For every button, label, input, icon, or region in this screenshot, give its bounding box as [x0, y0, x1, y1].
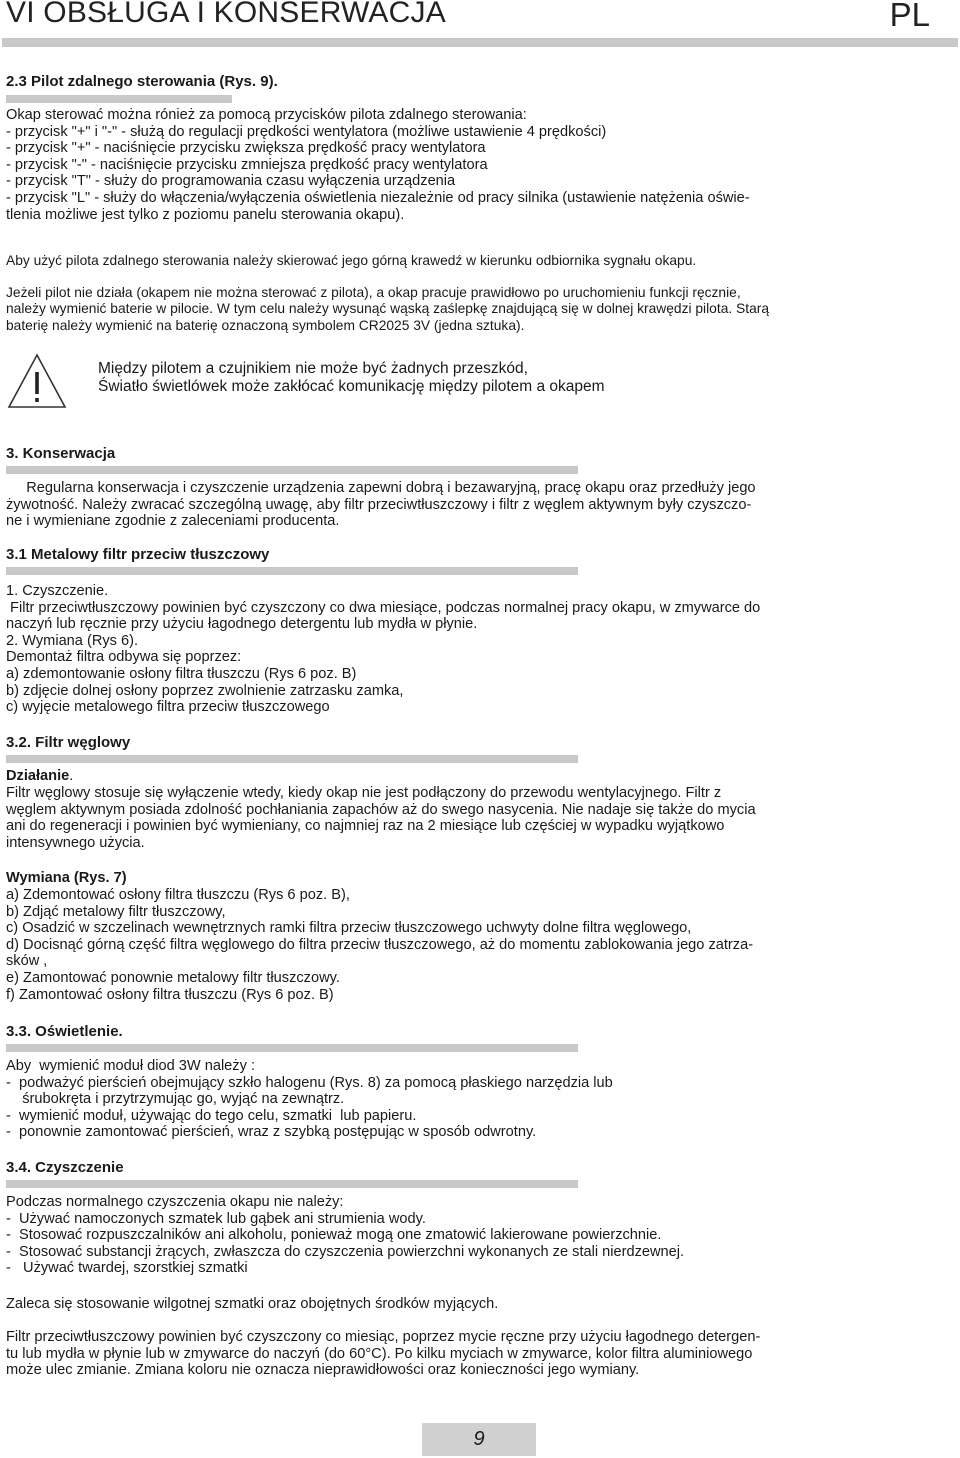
section-2-3-intro: Okap sterować można rónież za pomocą przycisków pilota zdalnego sterowania: - przycisk "+" i "-" - służą do regulacji prędkości wentylatora (możliwe ustawienie 4 prędkości) - przycisk "+" - naciśnięcie przycisku zwiększa prędkość pracy wentylatora - przycisk "-" - naciśnięcie przycisku zmniejsza prędkość pracy wentylatora - przycisk "T" - służy do programowania czasu wyłączenia urządzenia - przycisk "L" - służy do włączenia/wyłączenia oświetlenia niezależnie od pracy silnika (ustawienie natężenia oświe- tlenia możliwe jest tylko z poziomu panelu sterowania okapu). [6, 107, 750, 223]
section-2-3-title: 2.3 Pilot zdalnego sterowania (Rys. 9). [6, 73, 278, 90]
dzialanie-label: Działanie [6, 768, 70, 784]
warning-text: Między pilotem a czujnikiem nie może być żadnych przeszkód, Światło świetlówek może zakłócać komunikację między pilotem a okapem [98, 360, 605, 395]
wymiana-heading: Wymiana (Rys. 7) [6, 870, 127, 886]
section-3-title: 3. Konserwacja [6, 445, 116, 462]
page-title: VI OBSŁUGA I KONSERWACJA [6, 0, 446, 29]
section-3-4-underline [6, 1180, 578, 1188]
section-2-3-para2: Jeżeli pilot nie działa (okapem nie można sterować z pilota), a okap pracuje prawidłowo po uruchomieniu funkcji ręcznie, należy wymienić baterie w pilocie. W tym celu należy wysunąć wąską zaślepkę znajdującą się w dolnej krawędzi pilota. Starą baterię należy wymienić na baterię oznaczoną symbolem CR2025 3V (jedna sztuka). [6, 285, 770, 333]
language-code: PL [889, 0, 930, 33]
section-3-text: Regularna konserwacja i czyszczenie urządzenia zapewni dobrą i bezawaryjną, pracę okapu oraz przedłuży jego żywotność. Należy zwracać szczególną uwagę, aby filtr przeciwtłuszczowy i filtr z węglem aktywnym były czyszczo- ne i wymieniane zgodnie z zaleceniami producenta. [6, 480, 756, 530]
section-3-4-para1: Zaleca się stosowanie wilgotnej szmatki oraz obojętnych środków myjących. [6, 1296, 499, 1312]
section-3-1-title: 3.1 Metalowy filtr przeciw tłuszczowy [6, 546, 270, 563]
dzialanie-heading [6, 768, 952, 785]
section-3-4-title: 3.4. Czyszczenie [6, 1159, 124, 1176]
section-3-4-list: Podczas normalnego czyszczenia okapu nie należy: - Używać namoczonych szmatek lub gąbek ani strumienia wody. - Stosować rozpuszczalników ani alkoholu, ponieważ mogą one zmatowić lakierowane powierzchnie. - Stosować substancji żrących, zwłaszcza do czyszczenia powierzchni wykonanych ze stali nierdzewnej. - Używać twardej, szorstkiej szmatki [6, 1194, 685, 1277]
section-3-1-text: 1. Czyszczenie. Filtr przeciwtłuszczowy powinien być czyszczony co dwa miesiące, podczas normalnej pracy okapu, w zmywarce do naczyń lub ręcznie przy użyciu łagodnego detergentu lub mydła w płynie. 2. Wymiana (Rys 6). Demontaż filtra odbywa się poprzez: a) zdemontowanie osłony filtra tłuszczu (Rys 6 poz. B) b) zdjęcie dolnej osłony poprzez zwolnienie zatrzasku zamka, c) wyjęcie metalowego filtra przeciw tłuszczowego [6, 583, 761, 716]
section-3-2-wymiana-text: a) Zdemontować osłony filtra tłuszczu (Rys 6 poz. B), b) Zdjąć metalowy filtr tłuszczowy, c) Osadzić w szczelinach wewnętrznych ramki filtra przeciw tłuszczowego uchwyty dolne filtra węglowego, d) Docisnąć górną część filtra węglowego do filtra przeciw tłuszczowego, aż do momentu zablokowania jego zatrza- sków , e) Zamontować ponownie metalowy filtr tłuszczowy. f) Zamontować osłony filtra tłuszczu (Rys 6 poz. B) [6, 887, 754, 1003]
section-3-3-title: 3.3. Oświetlenie. [6, 1023, 123, 1040]
dzialanie-period: . [69, 768, 74, 784]
section-2-3-para1: Aby użyć pilota zdalnego sterowania należy skierować jego górną krawedź w kierunku odbiornika sygnału okapu. [6, 253, 697, 268]
page-number: 9 [473, 1428, 485, 1450]
section-2-3-underline [6, 95, 232, 103]
section-3-3-underline [6, 1044, 578, 1052]
section-3-2-title: 3.2. Filtr węglowy [6, 734, 131, 751]
warning-icon [6, 352, 68, 415]
section-3-1-underline [6, 567, 578, 575]
section-3-3-text: Aby wymienić moduł diod 3W należy : - podważyć pierścień obejmujący szkło halogenu (Rys. 8) za pomocą płaskiego narzędzia lub śrubokręta i przytrzymując go, wyjąć na zewnątrz. - wymienić moduł, używając do tego celu, szmatki lub papieru. - ponownie zamontować pierścień, wraz z szybką postępując w sposób odwrotny. [6, 1058, 613, 1141]
section-3-4-para2: Filtr przeciwtłuszczowy powinien być czyszczony co miesiąc, poprzez mycie ręczne przy użyciu łagodnego detergen- tu lub mydła w płynie lub w zmywarce do naczyń (do 60°C). Po kilku myciach w zmywarce, kolor filtra aluminiowego może ulec zmianie. Zmiana koloru nie oznacza nieprawidłowości oraz konieczności jego wymiany. [6, 1329, 761, 1379]
header-divider [2, 38, 958, 47]
section-3-2-underline [6, 755, 578, 763]
section-3-underline [6, 466, 578, 474]
section-3-2-dzialanie-text: Filtr węglowy stosuje się wyłączenie wtedy, kiedy okap nie jest podłączony do przewodu wentylacyjnego. Filtr z węglem aktywnym posiada zdolność pochłaniania zapachów aż do swego nasycenia. Nie nadaje się także do mycia ani do regeneracji i powinien być wymieniany, co najmniej raz na 2 miesiące lub częściej w wypadku wyjątkowo intensywnego użycia. [6, 785, 756, 851]
